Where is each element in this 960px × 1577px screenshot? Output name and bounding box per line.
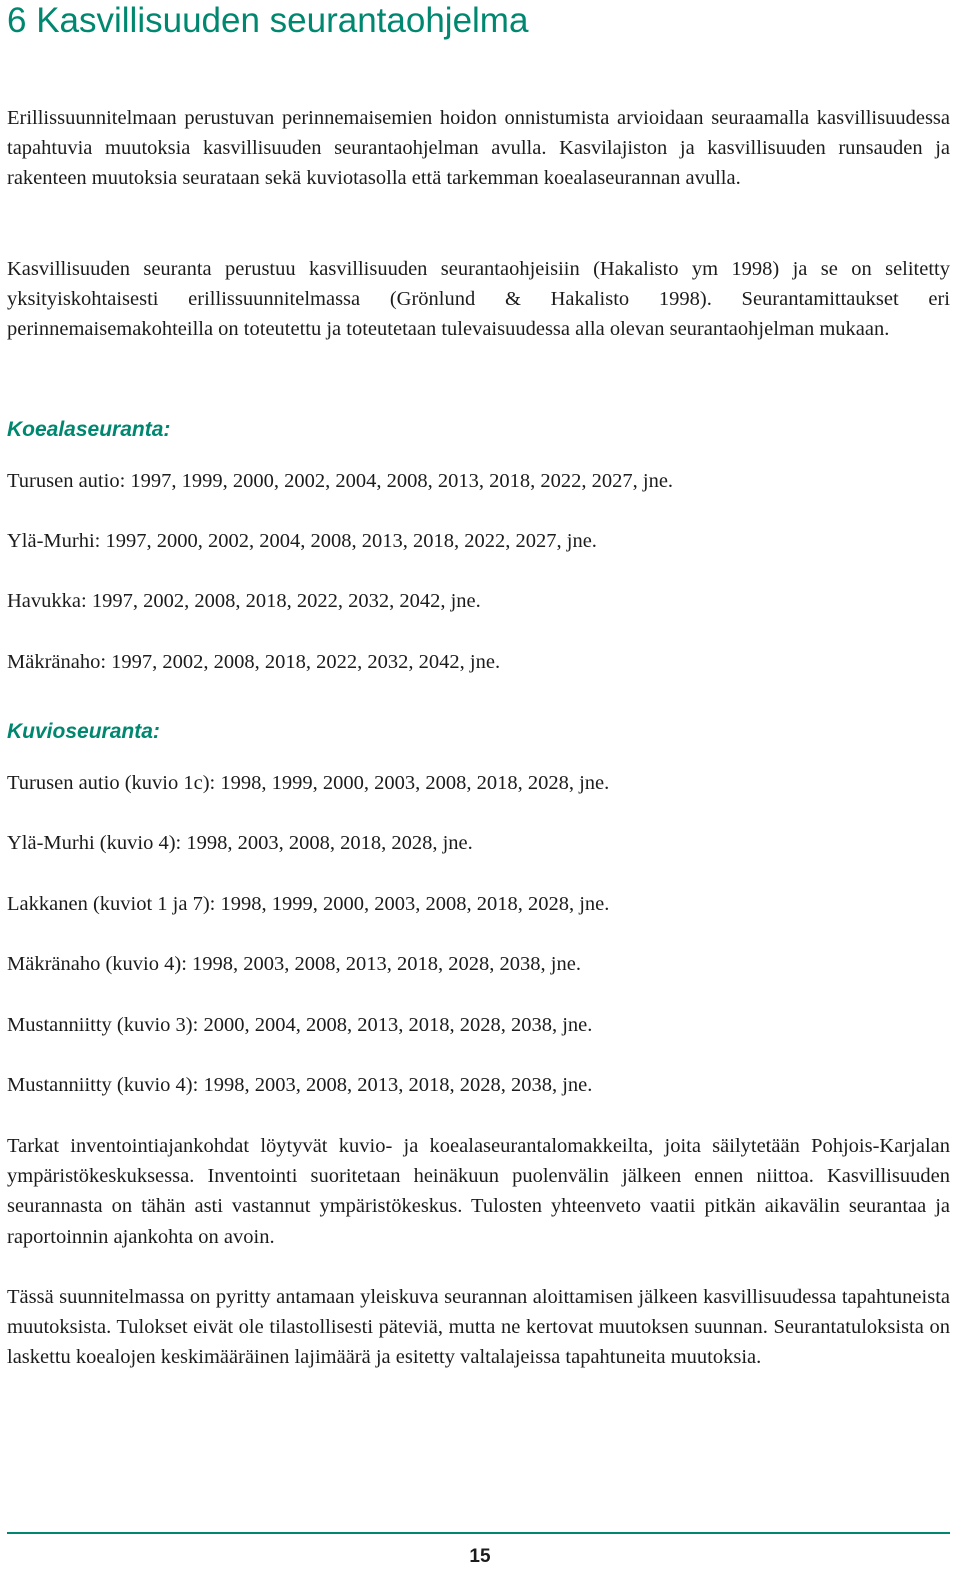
outro-paragraph-2: Tässä suunnitelmassa on pyritty antamaan yleiskuva seurannan aloittamisen jälkeen kasvillisuudessa tapahtuneista muutoksista. Tulokset eivät ole tilastollisesti päteviä, mutta ne kertovat muutoksen suunnan. Seurantatuloksista on laskettu koealojen keskimääräinen lajimäärä ja esitetty valtalajeissa tapahtuneita muutoksia.: [7, 1286, 950, 1369]
kuvio-heading: Kuvioseuranta:: [7, 720, 160, 743]
intro-paragraph-1: Erillissuunnitelmaan perustuvan perinnemaisemien hoidon onnistumista arvioidaan seuraamalla kasvillisuudessa tapahtuvia muutoksia kasvillisuuden seurantaohjelman avulla. Kasvilajiston ja kasvillisuuden runsauden ja rakenteen muutoksia seurataan sekä kuviotasolla että tarkemman koealaseurannan avulla.: [7, 107, 950, 190]
koeala-item: Havukka: 1997, 2002, 2008, 2018, 2022, 2032, 2042, jne.: [7, 590, 481, 612]
koeala-item: Turusen autio: 1997, 1999, 2000, 2002, 2004, 2008, 2013, 2018, 2022, 2027, jne.: [7, 470, 674, 492]
kuvio-item: Lakkanen (kuviot 1 ja 7): 1998, 1999, 2000, 2003, 2008, 2018, 2028, jne.: [7, 893, 610, 915]
kuvio-item: Ylä-Murhi (kuvio 4): 1998, 2003, 2008, 2018, 2028, jne.: [7, 832, 473, 854]
outro-paragraph-1: Tarkat inventointiajankohdat löytyvät kuvio- ja koealaseurantalomakkeilta, joita säilytetään Pohjois-Karjalan ympäristökeskuksessa. Inventointi suoritetaan heinäkuun puolenvälin jälkeen ennen niittoa. Kasvillisuuden seurannasta on tähän asti vastannut ympäristökeskus. Tulosten yhteenveto vaatii pitkän aikavälin seurantaa ja raportoinnin ajankohta on avoin.: [7, 1135, 950, 1248]
kuvio-item: Turusen autio (kuvio 1c): 1998, 1999, 2000, 2003, 2008, 2018, 2028, jne.: [7, 772, 610, 794]
footer-divider: [7, 1532, 950, 1534]
chapter-title: 6 Kasvillisuuden seurantaohjelma: [7, 1, 529, 40]
koeala-heading: Koealaseuranta:: [7, 418, 171, 441]
intro-paragraph-2: Kasvillisuuden seuranta perustuu kasvillisuuden seurantaohjeisiin (Hakalisto ym 1998) ja se on selitetty yksityiskohtaisesti erillissuunnitelmassa (Grönlund & Hakalisto 1998). Seurantamittaukset eri perinnemaisemakohteilla on toteutettu ja toteutetaan tulevaisuudessa alla olevan seurantaohjelman mukaan.: [7, 258, 950, 341]
page-number: 15: [469, 1546, 491, 1567]
koeala-item: Mäkränaho: 1997, 2002, 2008, 2018, 2022, 2032, 2042, jne.: [7, 651, 501, 673]
kuvio-item: Mustanniitty (kuvio 4): 1998, 2003, 2008, 2013, 2018, 2028, 2038, jne.: [7, 1074, 593, 1096]
koeala-item: Ylä-Murhi: 1997, 2000, 2002, 2004, 2008, 2013, 2018, 2022, 2027, jne.: [7, 530, 597, 552]
kuvio-item: Mäkränaho (kuvio 4): 1998, 2003, 2008, 2013, 2018, 2028, 2038, jne.: [7, 953, 581, 975]
kuvio-item: Mustanniitty (kuvio 3): 2000, 2004, 2008, 2013, 2018, 2028, 2038, jne.: [7, 1014, 593, 1036]
